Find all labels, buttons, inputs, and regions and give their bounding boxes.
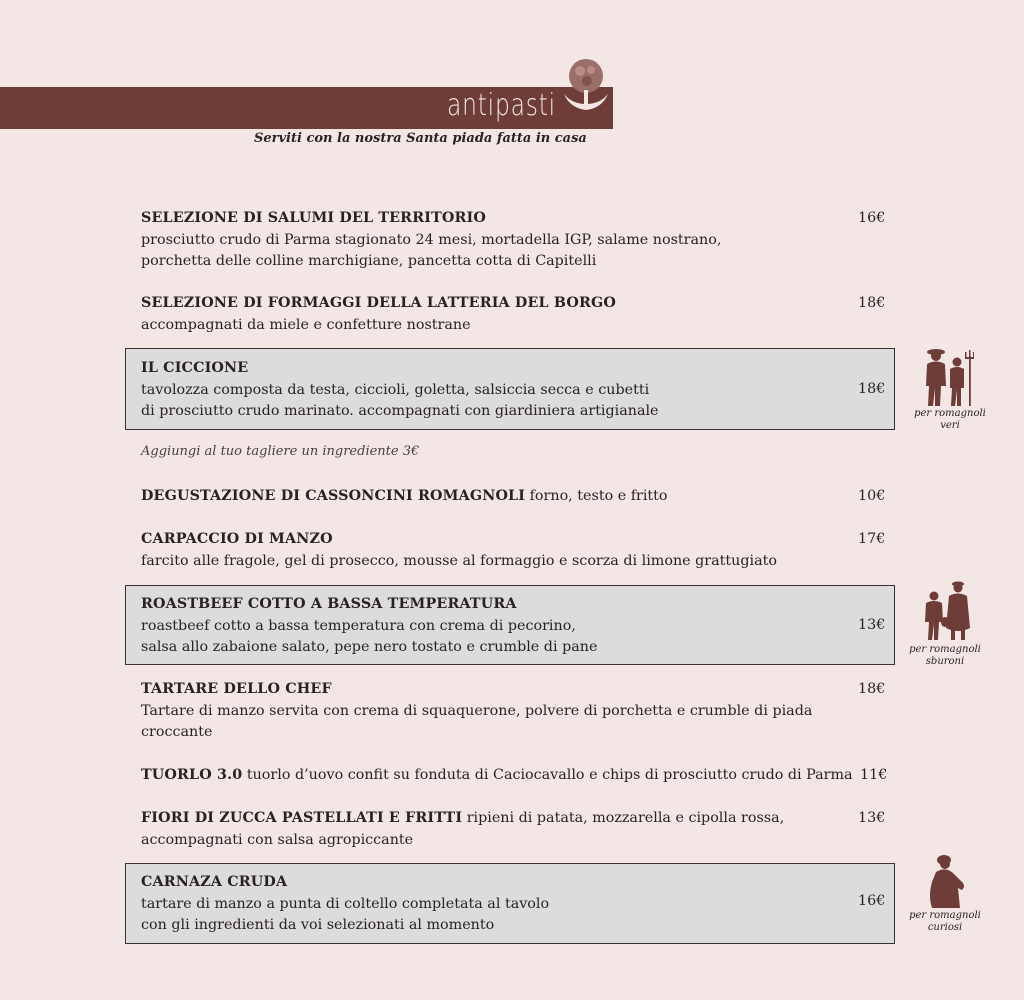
item-name: IL CICCIONE	[141, 360, 249, 376]
item-name: CARPACCIO DI MANZO	[141, 531, 333, 547]
item-desc-line: Tartare di manzo servita con crema di squaquerone, polvere di porchetta e crumble di piada	[141, 702, 813, 719]
menu-item	[141, 293, 886, 336]
item-name: FIORI DI ZUCCA PASTELLATI E FRITTI	[141, 810, 463, 826]
section-subtitle: Serviti con la nostra Santa piada fatta in casa	[254, 131, 587, 146]
menu-item	[141, 208, 886, 273]
item-name: DEGUSTAZIONE DI CASSONCINI ROMAGNOLI	[141, 488, 526, 504]
item-price: 10€	[858, 488, 886, 504]
item-price: 18€	[858, 381, 886, 397]
menu-item	[141, 486, 886, 508]
item-desc-line: porchetta delle colline marchigiane, pancetta cotta di Capitelli	[141, 253, 597, 269]
romagnoli-curiosi-figure-icon	[918, 852, 982, 912]
item-desc-line: tavolozza composta da testa, ciccioli, goletta, salsiccia secca e cubetti	[141, 381, 650, 398]
menu-item	[141, 808, 886, 851]
item-price: 16€	[858, 210, 886, 226]
item-desc-line: accompagnati da miele e confetture nostrane	[141, 316, 471, 333]
item-price: 18€	[858, 681, 886, 697]
section-title: antipasti	[447, 88, 556, 123]
item-price: 13€	[858, 617, 886, 633]
menu-item	[141, 679, 886, 744]
figure-caption: per romagnoli curiosi	[909, 910, 981, 933]
item-price: 16€	[858, 893, 886, 909]
figure-caption: per romagnoli veri	[914, 408, 986, 431]
item-desc-line: salsa allo zabaione salato, pepe nero tostato e crumble di pane	[141, 639, 598, 655]
item-desc-line: tartare di manzo a punta di coltello completata al tavolo	[141, 895, 550, 912]
item-price: 11€	[860, 767, 888, 783]
romagnoli-sburoni-figure-icon	[918, 578, 982, 642]
menu-item	[141, 872, 886, 937]
tree-hands-logo-icon	[560, 56, 612, 118]
item-desc-line: di prosciutto crudo marinato. accompagnati con giardiniera artigianale	[141, 403, 659, 419]
menu-item	[141, 594, 886, 659]
item-name: SELEZIONE DI SALUMI DEL TERRITORIO	[141, 210, 486, 226]
item-inline-desc: tuorlo d’uovo confit su fonduta di Caciocavallo e chips di prosciutto crudo di Parma	[242, 767, 853, 783]
item-name: TUORLO 3.0	[141, 767, 243, 783]
item-desc-line: roastbeef cotto a bassa temperatura con crema di pecorino,	[141, 617, 576, 634]
item-name: ROASTBEEF COTTO A BASSA TEMPERATURA	[141, 596, 517, 612]
add-ingredient-note: Aggiungi al tuo tagliere un ingrediente 3€	[141, 444, 420, 459]
menu-item	[141, 765, 886, 787]
item-name: TARTARE DELLO CHEF	[141, 681, 332, 697]
item-desc-line: farcito alle fragole, gel di prosecco, mousse al formaggio e scorza di limone grattugiato	[141, 552, 777, 569]
item-price: 17€	[858, 531, 886, 547]
item-name: CARNAZA CRUDA	[141, 874, 288, 890]
menu-item	[141, 529, 886, 572]
romagnoli-veri-figure-icon	[918, 344, 982, 408]
item-price: 13€	[858, 810, 886, 826]
item-price: 18€	[858, 295, 886, 311]
item-desc-line: prosciutto crudo di Parma stagionato 24 mesi, mortadella IGP, salame nostrano,	[141, 231, 722, 248]
menu-item	[141, 358, 886, 423]
item-desc-line: accompagnati con salsa agropiccante	[141, 831, 414, 848]
item-inline-desc: forno, testo e fritto	[525, 488, 668, 504]
item-name: SELEZIONE DI FORMAGGI DELLA LATTERIA DEL BORGO	[141, 295, 616, 311]
item-desc-line: con gli ingredienti da voi selezionati al momento	[141, 917, 495, 933]
item-inline-desc: ripieni di patata, mozzarella e cipolla rossa,	[462, 810, 785, 826]
item-desc-line: croccante	[141, 724, 213, 740]
figure-caption: per romagnoli sburoni	[909, 644, 981, 667]
